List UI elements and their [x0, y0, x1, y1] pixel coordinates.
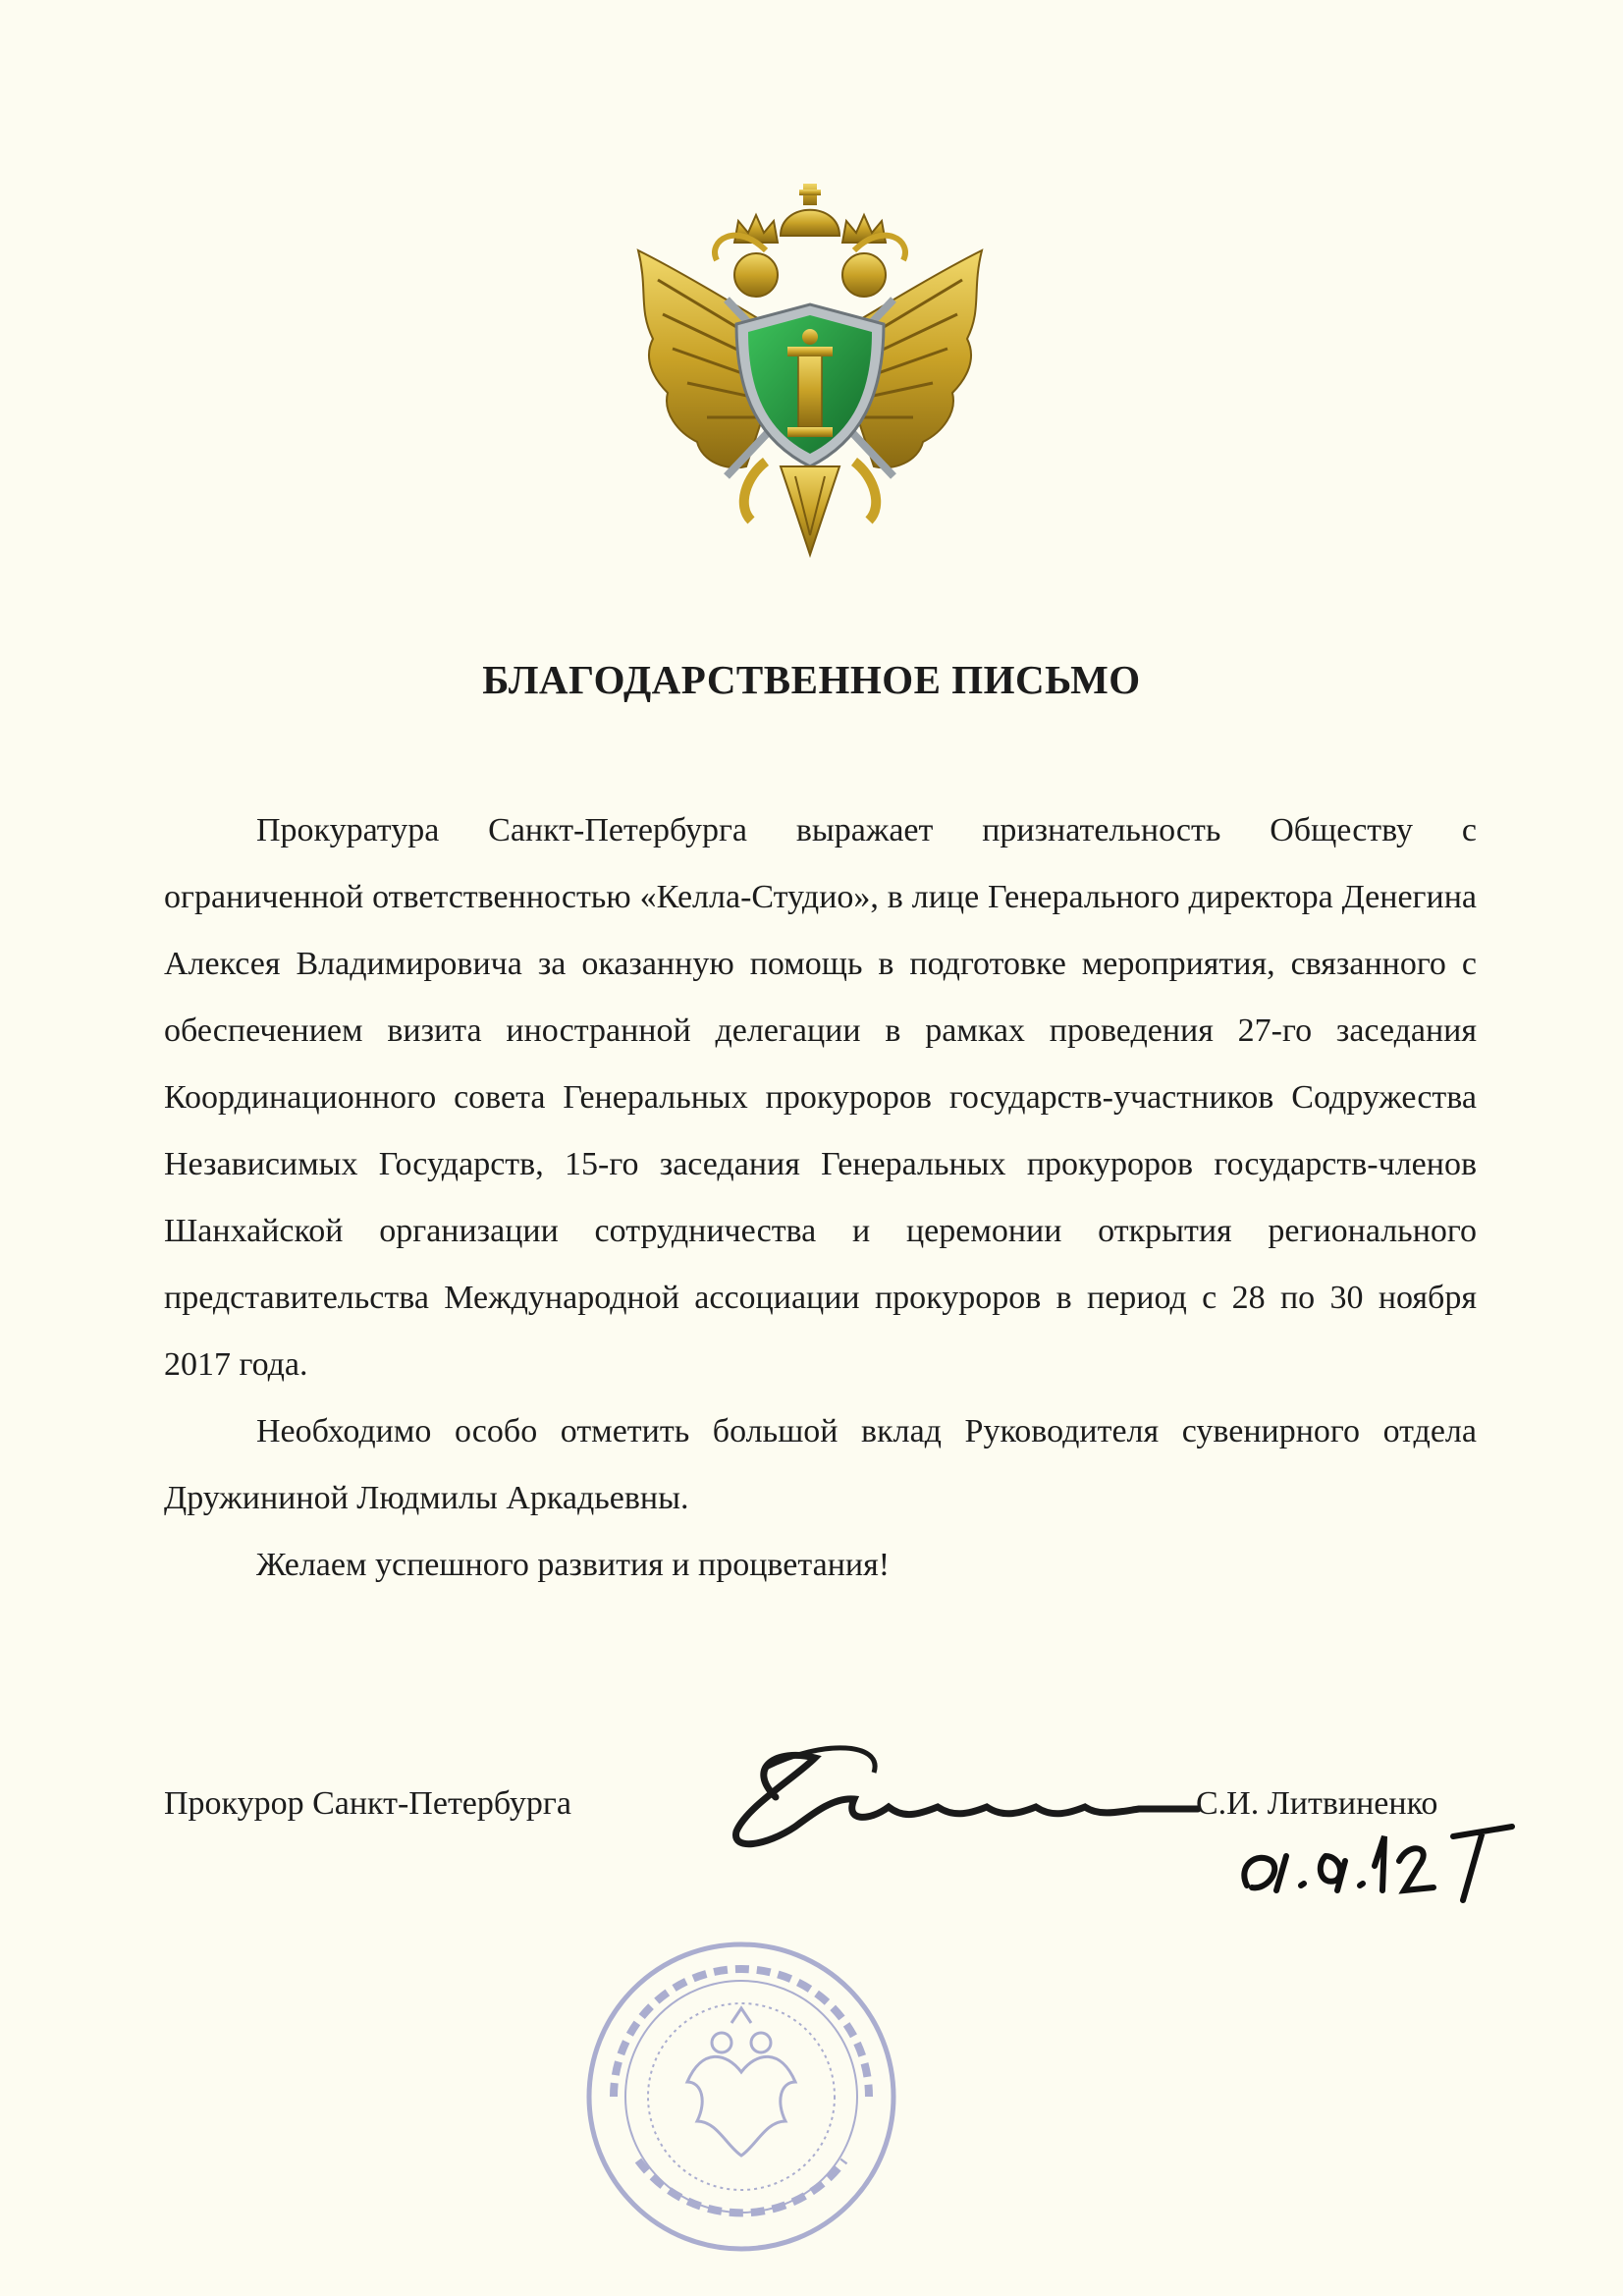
- signatory-name: С.И. Литвиненко: [1196, 1785, 1438, 1822]
- handwritten-signature-icon: [707, 1728, 1217, 1866]
- body-paragraph: Необходимо особо отметить большой вклад Руководителя сувенирного отдела Дружининой Людмилы Аркадьевны.: [164, 1413, 1477, 1516]
- double-headed-eagle-emblem-icon: [619, 182, 1001, 579]
- official-round-seal-icon: [579, 1935, 903, 2259]
- handwritten-date-icon: [1227, 1807, 1522, 1905]
- body-paragraph: Желаем успешного развития и процветания!: [256, 1547, 891, 1583]
- signatory-role: Прокурор Санкт-Петербурга: [164, 1785, 571, 1822]
- body-paragraph: Прокуратура Санкт-Петербурга выражает признательность Обществу с ограниченной ответственностью «Келла-Студио», в лице Генерального директора Денегина Алексея Владимировича за оказанную помощь в подготовке мероприятия, связанного с обеспечением визита иностранной делегации в рамках проведения 27-го заседания Координационного совета Генеральных прокуроров государств-участников Содружества Независимых Государств, 15-го заседания Генеральных прокуроров государств-членов Шанхайской организации сотрудничества и церемонии открытия регионального представительства Международной ассоциации прокуроров в период с 28 по 30 ноября 2017 года.: [164, 812, 1477, 1383]
- document-title: БЛАГОДАРСТВЕННОЕ ПИСЬМО: [482, 657, 1141, 702]
- letter-body: [164, 797, 1477, 1599]
